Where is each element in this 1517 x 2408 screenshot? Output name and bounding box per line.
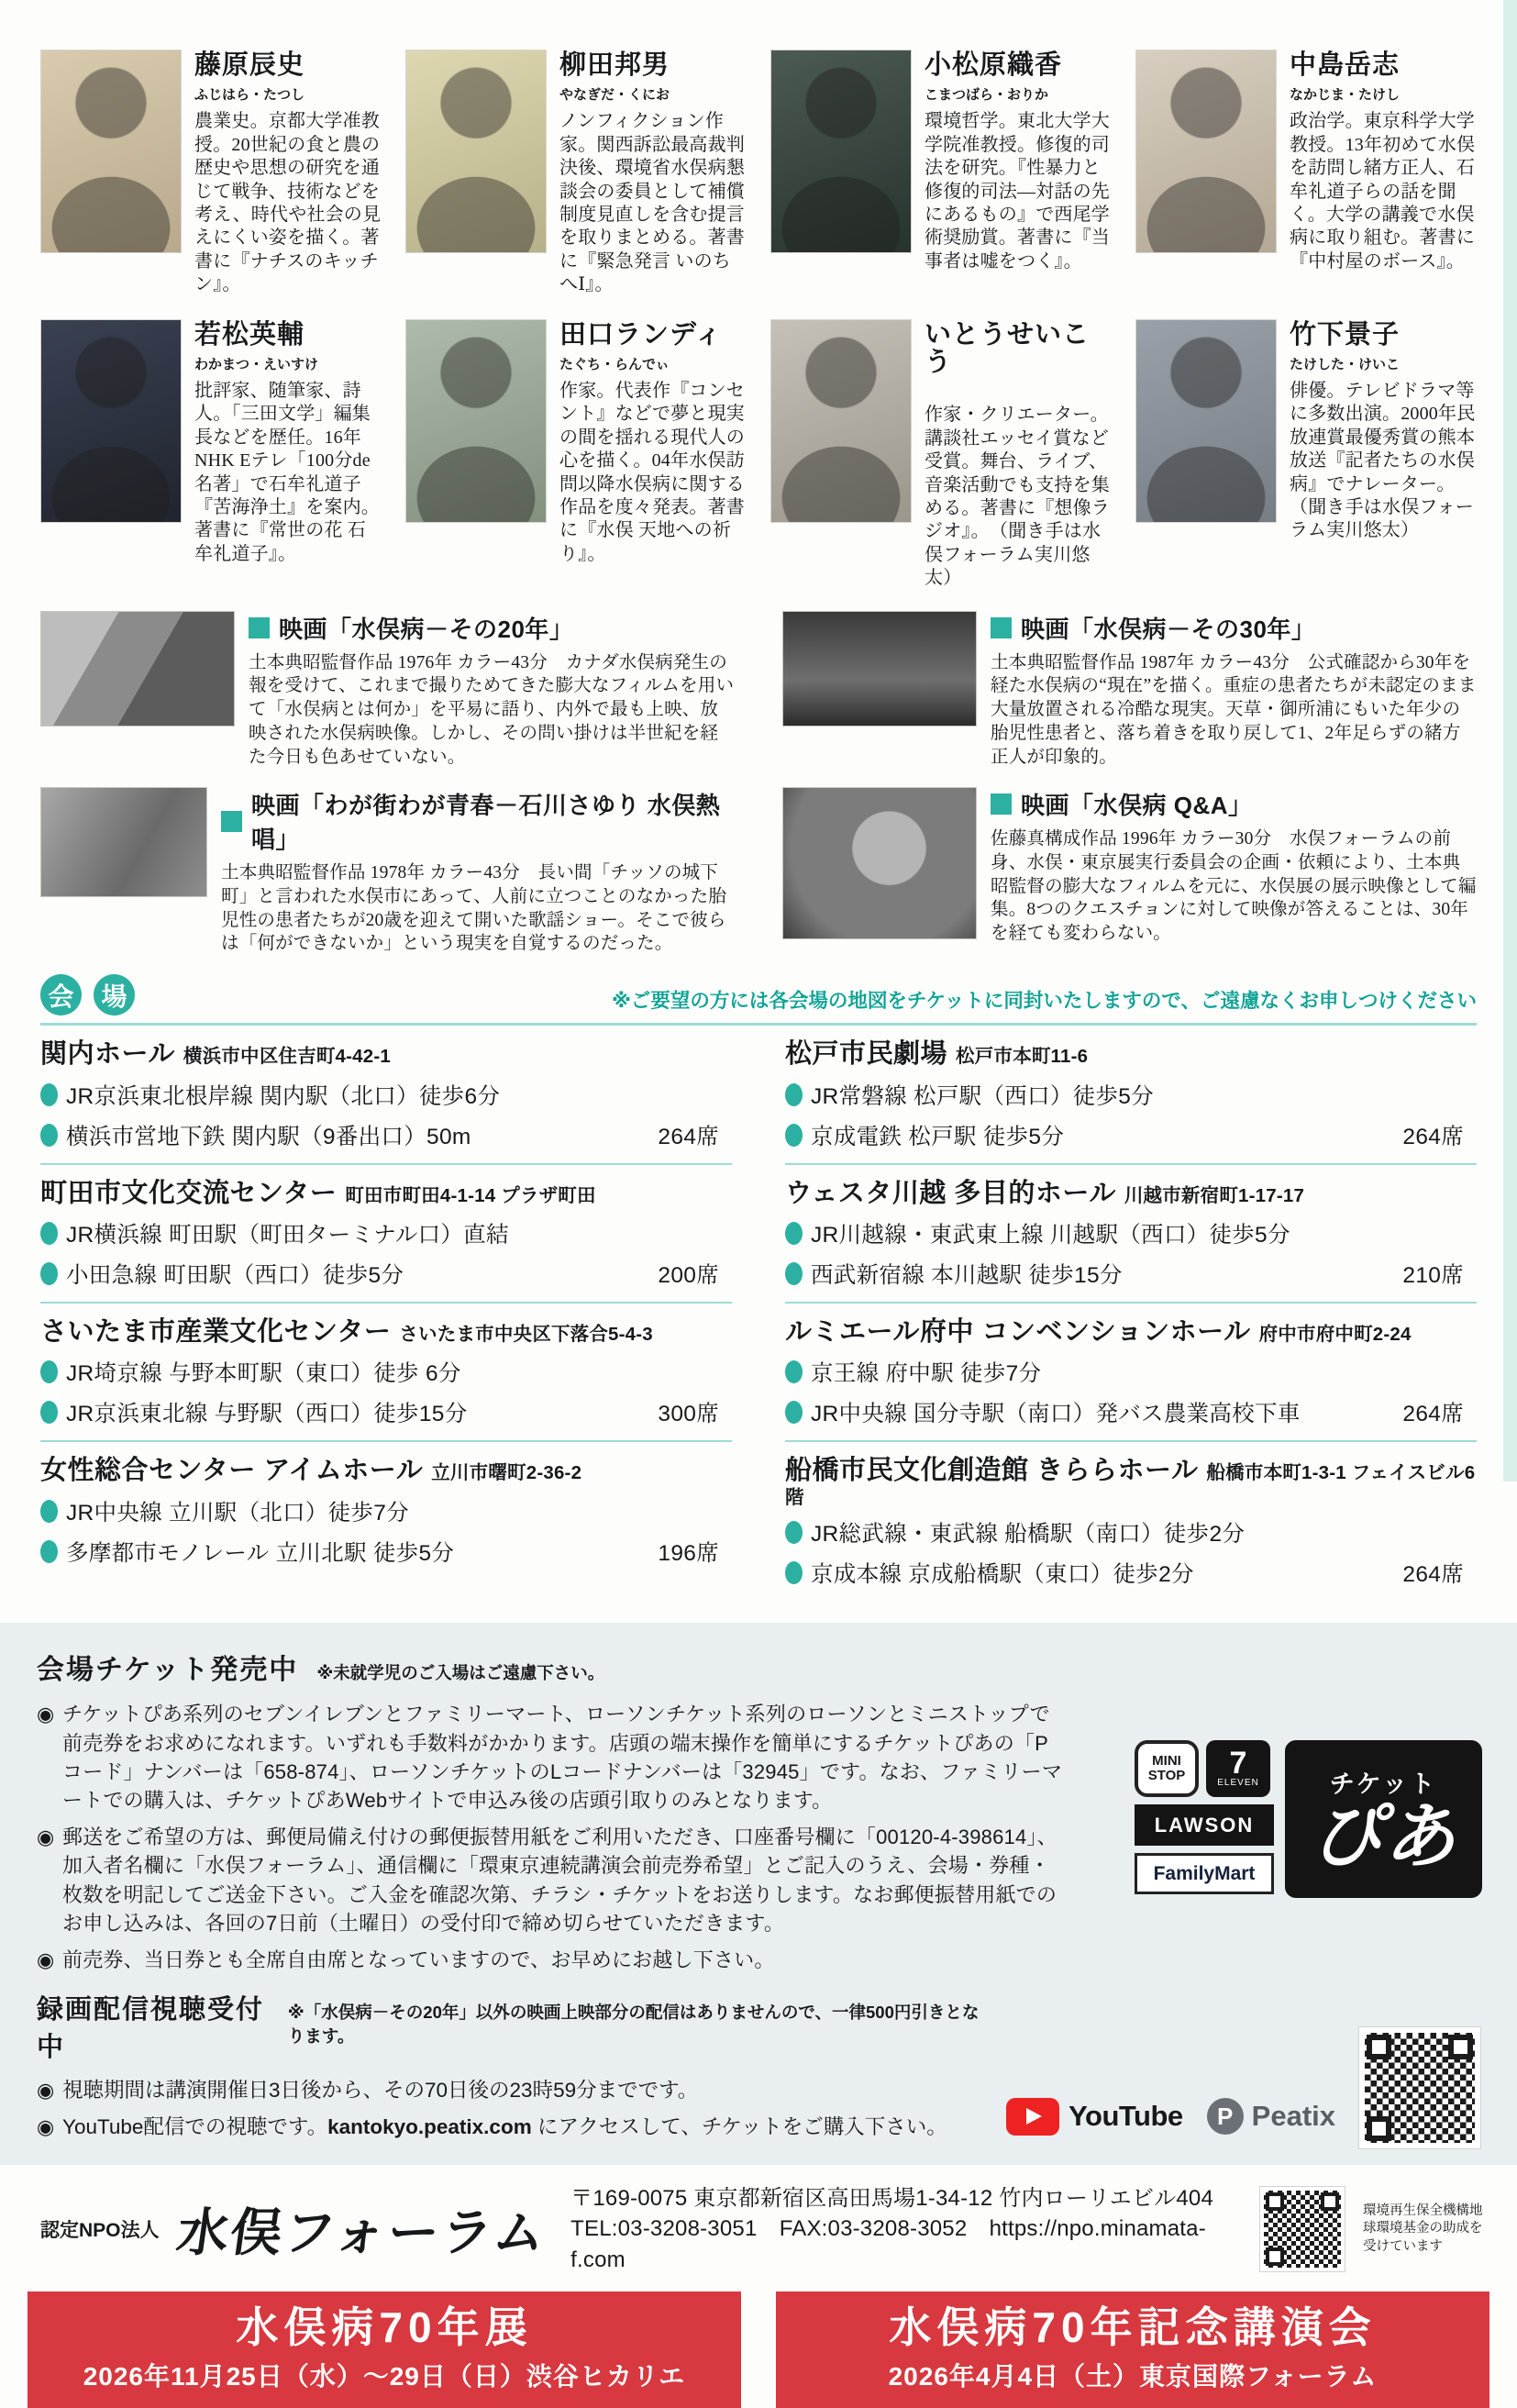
venue-card (785, 1165, 1477, 1304)
retail-logos (1135, 1740, 1482, 1898)
venue-card (40, 1304, 732, 1442)
speaker-bio: 政治学。東京科学大学教授。13年初めて水俣を訪問し緒方正人、石牟礼道子らの話を聞く。大学の講義で水俣病に取り組む。著書に『中村屋のボース』。 (1290, 111, 1476, 272)
speaker-card (40, 50, 382, 297)
bullet-icon (40, 1262, 58, 1285)
venue-access-line: JR京浜東北根岸線 関内駅（北口）徒歩6分 (40, 1079, 732, 1111)
streaming-section-title: 録画配信視聴受付中 (37, 1995, 265, 2063)
speaker-kana: やなぎだ・くにお (559, 87, 670, 104)
bullet-icon (40, 1360, 58, 1383)
bullet-icon: ◉ (37, 2114, 55, 2138)
venue-name: 関内ホール (40, 1039, 175, 1070)
streaming-section-note: ※「水俣病－その20年」以外の映画上映部分の配信はありませんので、一律500円引きとなります。 (287, 2003, 980, 2047)
movies-grid (0, 591, 1517, 957)
venue-address: 横浜市中区住吉町4-42-1 (183, 1046, 391, 1068)
movie-title: 映画「水俣病－その30年」 (991, 611, 1477, 645)
venue-access-line: 京王線 府中駅 徒歩7分 (785, 1356, 1477, 1388)
movie-card (782, 787, 1477, 956)
speaker-name: 中島岳志 (1290, 50, 1401, 80)
banner-lecture (776, 2291, 1489, 2408)
venue-badge-icon: 会 (40, 974, 82, 1015)
bullet-icon: ◉ (37, 1703, 55, 1726)
speaker-name: 田口ランディ (559, 319, 723, 350)
venue-seats: 200席 (658, 1262, 719, 1288)
banner-date-venue: 2026年4月4日（土）東京国際フォーラム (888, 2362, 1378, 2391)
bullet-icon (785, 1401, 803, 1424)
speaker-name: 小松原織香 (925, 50, 1063, 80)
speaker-name: 若松英輔 (194, 319, 305, 350)
streaming-qr-code (1359, 2027, 1480, 2148)
bullet-icon (40, 1083, 58, 1106)
speaker-photo (40, 50, 182, 253)
ministop-logo: MINI STOP (1135, 1740, 1199, 1797)
venue-address: 立川市曙町2-36-2 (431, 1462, 582, 1484)
youtube-logo: YouTube (1006, 2098, 1183, 2136)
seven-eleven-logo: 7 ELEVEN (1206, 1740, 1270, 1797)
streaming-info-item: ◉ YouTube配信での視聴です。kantokyo.peatix.com にアクセスして、チケットをご購入下さい。 (37, 2112, 982, 2143)
venue-seats: 210席 (1402, 1262, 1464, 1288)
teal-square-icon (991, 617, 1012, 638)
venue-access-line: 京成本線 京成船橋駅（東口）徒歩2分 264席 (785, 1557, 1477, 1589)
speaker-kana: こまつばら・おりか (925, 87, 1049, 104)
speaker-photo (405, 50, 547, 253)
speaker-bio: ノンフィクション作家。関西訴訟最高裁判決後、環境省水俣病懇談会の委員として補償制度見直しを含む提言を取りまとめる。著書に『緊急発言 いのちへⅠ』。 (559, 111, 745, 295)
ticket-info-item: ◉ 前売券、当日券とも全席自由席となっていますので、お早めにお越し下さい。 (37, 1946, 1062, 1974)
teal-square-icon (221, 811, 242, 832)
venue-seats: 300席 (658, 1402, 719, 1427)
venue-map-note: ※ご要望の方には各会場の地図をチケットに同封いたしますので、ご遠慮なくお申しつけください (611, 990, 1477, 1013)
movie-still-photo (782, 611, 977, 727)
movie-title: 映画「わが街わが青春－石川さゆり 水俣熱唱」 (221, 787, 735, 855)
streaming-info-item: ◉ 視聴期間は講演開催日3日後から、その70日後の23時59分までです。 (37, 2075, 982, 2106)
venue-card (40, 1442, 732, 1601)
venue-seats: 264席 (1402, 1402, 1464, 1427)
venue-address: 府中市府中町2-24 (1258, 1323, 1412, 1345)
youtube-play-icon (1006, 2098, 1059, 2136)
movie-title: 映画「水俣病 Q&A」 (991, 787, 1477, 821)
movie-still-photo (782, 787, 977, 939)
speaker-bio: 俳優。テレビドラマ等に多数出演。2000年民放連賞最優秀賞の熊本放送『記者たちの水俣病』でナレーター。 （聞き手は水俣フォーラム実川悠太） (1290, 381, 1476, 541)
movie-card (40, 787, 735, 956)
venue-name: 松戸市民劇場 (785, 1039, 948, 1070)
venue-address: さいたま市中央区下落合5-4-3 (399, 1323, 653, 1345)
speaker-bio: 作家。代表作『コンセント』などで夢と現実の間を揺れる現代人の心を描く。04年水俣訪問以降水俣病に関する作品を度々発表。著書に『水俣 天地への祈り』。 (559, 381, 745, 564)
venue-access-line: JR川越線・東武東上線 川越駅（西口）徒歩5分 (785, 1217, 1477, 1249)
speaker-kana: たぐち・らんでぃ (559, 357, 670, 372)
movie-card (782, 611, 1477, 770)
venue-access-line: 西武新宿線 本川越駅 徒歩15分 210席 (785, 1258, 1477, 1290)
organization-address: 〒169-0075 東京都新宿区高田馬場1-34-12 竹内ローリエビル404 (570, 2185, 1214, 2211)
speaker-name: 竹下景子 (1290, 319, 1401, 350)
movie-still-photo (40, 611, 235, 727)
banner-title: 水俣病70年展 (236, 2303, 533, 2352)
familymart-logo: FamilyMart (1135, 1853, 1274, 1894)
speaker-card (405, 50, 747, 297)
speaker-photo (405, 319, 547, 523)
speaker-kana: ふじはら・たつし (194, 87, 305, 104)
peatix-logo: P Peatix (1207, 2098, 1335, 2135)
venue-badge-icon: 場 (94, 974, 135, 1015)
bullet-icon (785, 1083, 803, 1106)
bullet-icon: ◉ (37, 1825, 55, 1848)
speaker-kana: わかまつ・えいすけ (194, 357, 319, 372)
bullet-icon (40, 1124, 58, 1147)
bullet-icon (40, 1222, 58, 1245)
banner-exhibition (28, 2291, 741, 2408)
bullet-icon: ◉ (37, 2079, 55, 2103)
speaker-bio: 環境哲学。東北大学大学院准教授。修復的司法を研究。『性暴力と修復的司法―対話の先にあるもの』で西尾学術奨励賞。著書に『当事者は嘘をつく』。 (925, 111, 1110, 272)
venue-badge (40, 974, 135, 1015)
streaming-section (37, 1989, 1480, 2148)
movie-still-photo (40, 787, 207, 897)
speakers-grid (0, 0, 1517, 591)
venue-access-line: JR埼京線 与野本町駅（東口）徒歩 6分 (40, 1356, 732, 1388)
venue-access-line: JR中央線 国分寺駅（南口）発バス農業高校下車 264席 (785, 1396, 1477, 1428)
ticket-section-note: ※未就学児のご入場はご遠慮下さい。 (316, 1663, 605, 1683)
venue-address: 松戸市本町11-6 (956, 1046, 1089, 1068)
organizer-footer (0, 2165, 1517, 2285)
venue-card (785, 1304, 1477, 1442)
ticket-section-title: 会場チケット発売中 (37, 1655, 299, 1686)
peatix-url: kantokyo.peatix.com (327, 2114, 532, 2138)
venue-access-line: JR横浜線 町田駅（町田ターミナル口）直結 (40, 1217, 732, 1249)
venue-seats: 264席 (1402, 1562, 1464, 1588)
venue-card (40, 1026, 732, 1164)
organization-tel-fax-url: TEL:03-3208-3051 FAX:03-3208-3052 https://npo.minamata-f.com (570, 2216, 1206, 2272)
grant-note: 環境再生保全機構地球環境基金の助成を受けています (1363, 2203, 1483, 2254)
venue-name: さいたま市産業文化センター (40, 1316, 392, 1347)
speaker-card (1135, 50, 1477, 297)
organization-name: 水俣フォーラム (172, 2205, 550, 2263)
venue-address: 町田市町田4-1-14 プラザ町田 (345, 1184, 596, 1206)
banner-title: 水俣病70年記念講演会 (889, 2303, 1377, 2352)
npo-label: 認定NPO法人 (40, 2220, 160, 2242)
speaker-bio: 批評家、随筆家、詩人。「三田文学」編集長などを歴任。16年NHK Eテレ「100分de名著」で石牟礼道子『苦海浄土』を案内。著書に『常世の花 石牟礼道子』。 (194, 381, 380, 564)
movie-card (40, 611, 735, 770)
movie-title: 映画「水俣病－その20年」 (249, 611, 735, 645)
bullet-icon (785, 1262, 803, 1285)
venue-name: ルミエール府中 コンベンションホール (785, 1316, 1251, 1347)
speaker-kana (925, 382, 1112, 397)
page-edge-tint (1503, 0, 1517, 1481)
teal-square-icon (991, 793, 1012, 815)
venue-access-line: 京成電鉄 松戸駅 徒歩5分 264席 (785, 1119, 1477, 1151)
event-banners (0, 2284, 1517, 2408)
speaker-name: いとうせいこう (925, 319, 1091, 377)
speaker-photo (770, 319, 912, 523)
movie-description: 土本典昭監督作品 1987年 カラー43分 公式確認から30年を経た水俣病の“現在”を描く。重症の患者たちが未認定のまま大量放置される冷酷な現実。天草・御所浦にもいた年少の胎児性患者と、落ち着きを取り戻して1、2年足らずの緒方正人が印象的。 (991, 652, 1477, 767)
venue-card (785, 1442, 1477, 1601)
speaker-photo (770, 50, 912, 253)
venue-access-line: JR総武線・東武線 船橋駅（南口）徒歩2分 (785, 1516, 1477, 1548)
venue-access-line: JR中央線 立川駅（北口）徒歩7分 (40, 1495, 732, 1527)
speaker-photo (1135, 50, 1277, 253)
ticket-pia-logo: チケット ぴあ (1285, 1740, 1482, 1898)
venue-name: 町田市文化交流センター (40, 1178, 338, 1208)
teal-square-icon (249, 617, 270, 638)
speaker-card (1135, 319, 1477, 591)
bullet-icon (785, 1521, 803, 1544)
ticket-info-item: ◉ チケットぴあ系列のセブンイレブンとファミリーマート、ローソンチケット系列のローソンとミニストップで前売券をお求めになれます。いずれも手数料がかかります。店頭の端末操作を簡単にするチケットぴあの「Pコード」ナンバーは「658-874」、ローソンチケットのLコードナンバーは「32945」です。なお、ファミリーマートでの購入は、チケットぴあWebサイトで申込み後の店頭引取りのみとなります。 (37, 1700, 1062, 1815)
venue-card (785, 1026, 1477, 1164)
speaker-card (770, 319, 1112, 591)
bullet-icon (40, 1401, 58, 1424)
speaker-kana: なかじま・たけし (1290, 87, 1401, 104)
organization-qr-code (1260, 2187, 1345, 2271)
speaker-photo (1135, 319, 1277, 523)
venue-access-line: JR京浜東北線 与野駅（西口）徒歩15分 300席 (40, 1396, 732, 1428)
venue-access-line: 小田急線 町田駅（西口）徒歩5分 200席 (40, 1258, 732, 1290)
bullet-icon (785, 1124, 803, 1147)
venue-name: 船橋市民文化創造館 きららホール (785, 1456, 1199, 1486)
speaker-name: 藤原辰史 (194, 50, 305, 80)
movie-description: 佐藤真構成作品 1996年 カラー30分 水俣フォーラムの前身、水俣・東京展実行委員会の企画・依頼により、土本典昭監督の膨大なフィルムを元に、水俣展の展示映像として編集。8つのクエスチョンに対して映像が答えることは、30年を経ても変わらない。 (991, 829, 1477, 944)
bullet-icon (785, 1222, 803, 1245)
venue-access-line: 横浜市営地下鉄 関内駅（9番出口）50m 264席 (40, 1119, 732, 1151)
speaker-bio: 農業史。京都大学准教授。20世紀の食と農の歴史や思想の研究を通じて戦争、技術などを考え、時代や社会の見えにくい姿を描く。著書に『ナチスのキッチン』。 (194, 111, 382, 295)
speaker-name: 柳田邦男 (559, 50, 670, 80)
venue-address: 川越市新宿町1-17-17 (1124, 1184, 1305, 1206)
speaker-kana: たけした・けいこ (1290, 357, 1401, 372)
venue-access-line: 多摩都市モノレール 立川北駅 徒歩5分 196席 (40, 1536, 732, 1568)
speaker-card (40, 319, 382, 591)
venue-name: ウェスタ川越 多目的ホール (785, 1178, 1116, 1208)
ticket-info-panel (0, 1623, 1517, 2165)
organization-contact (570, 2183, 1242, 2276)
banner-date-venue: 2026年11月25日（水）～29日（日）渋谷ヒカリエ (83, 2362, 686, 2391)
bullet-icon (40, 1500, 58, 1523)
bullet-icon (40, 1540, 58, 1563)
speaker-photo (40, 319, 182, 523)
venue-address: 船橋市本町1-3-1 フェイスビル6階 (785, 1462, 1476, 1508)
venue-seats: 264席 (658, 1124, 719, 1149)
bullet-icon (785, 1561, 803, 1584)
venue-card (40, 1165, 732, 1304)
venue-section-header (40, 974, 1477, 1026)
speaker-card (770, 50, 1112, 297)
movie-description: 土本典昭監督作品 1976年 カラー43分 カナダ水俣病発生の報を受けて、これまで撮りためてきた膨大なフィルムを用いて「水俣病とは何か」を平易に語り、内外で最も上映、放映された水俣病映像。しかし、その問い掛けは半世紀を経た今日も色あせていない。 (249, 652, 735, 767)
venue-name: 女性総合センター アイムホール (40, 1456, 424, 1486)
movie-description: 土本典昭監督作品 1978年 カラー43分 長い間「チッソの城下町」と言われた水俣市にあって、人前に立つことのなかった胎児性の患者たちが20歳を迎えて開いた歌謡ショー。そこで彼らは「何ができないか」という現実を自覚するのだった。 (221, 863, 727, 954)
lawson-logo: LAWSON (1135, 1804, 1274, 1846)
bullet-icon: ◉ (37, 1947, 55, 1971)
bullet-icon (785, 1360, 803, 1383)
speaker-card (405, 319, 747, 591)
venue-seats: 196席 (658, 1540, 719, 1566)
venue-access-line: JR常磐線 松戸駅（西口）徒歩5分 (785, 1079, 1477, 1111)
venue-seats: 264席 (1402, 1124, 1464, 1149)
ticket-info-item: ◉ 郵送をご希望の方は、郵便局備え付けの郵便振替用紙をご利用いただき、口座番号欄に「00120-4-398614」、加入者名欄に「水俣フォーラム」、通信欄に「環東京連続講演会前売券希望」とご記入のうえ、会場・券種・枚数を明記してご送金下さい。ご入金を確認次第、チラシ・チケットをお送りします。なお郵便振替用紙でのお申し込みは、各回の7日前（土曜日）の受付印で締め切らせていただきます。 (37, 1823, 1062, 1938)
speaker-bio: 作家・クリエーター。講談社エッセイ賞など受賞。舞台、ライブ、音楽活動でも支持を集める。著書に『想像ラジオ』。 （聞き手は水俣フォーラム実川悠太） (925, 405, 1110, 589)
venues-grid (0, 1026, 1517, 1601)
